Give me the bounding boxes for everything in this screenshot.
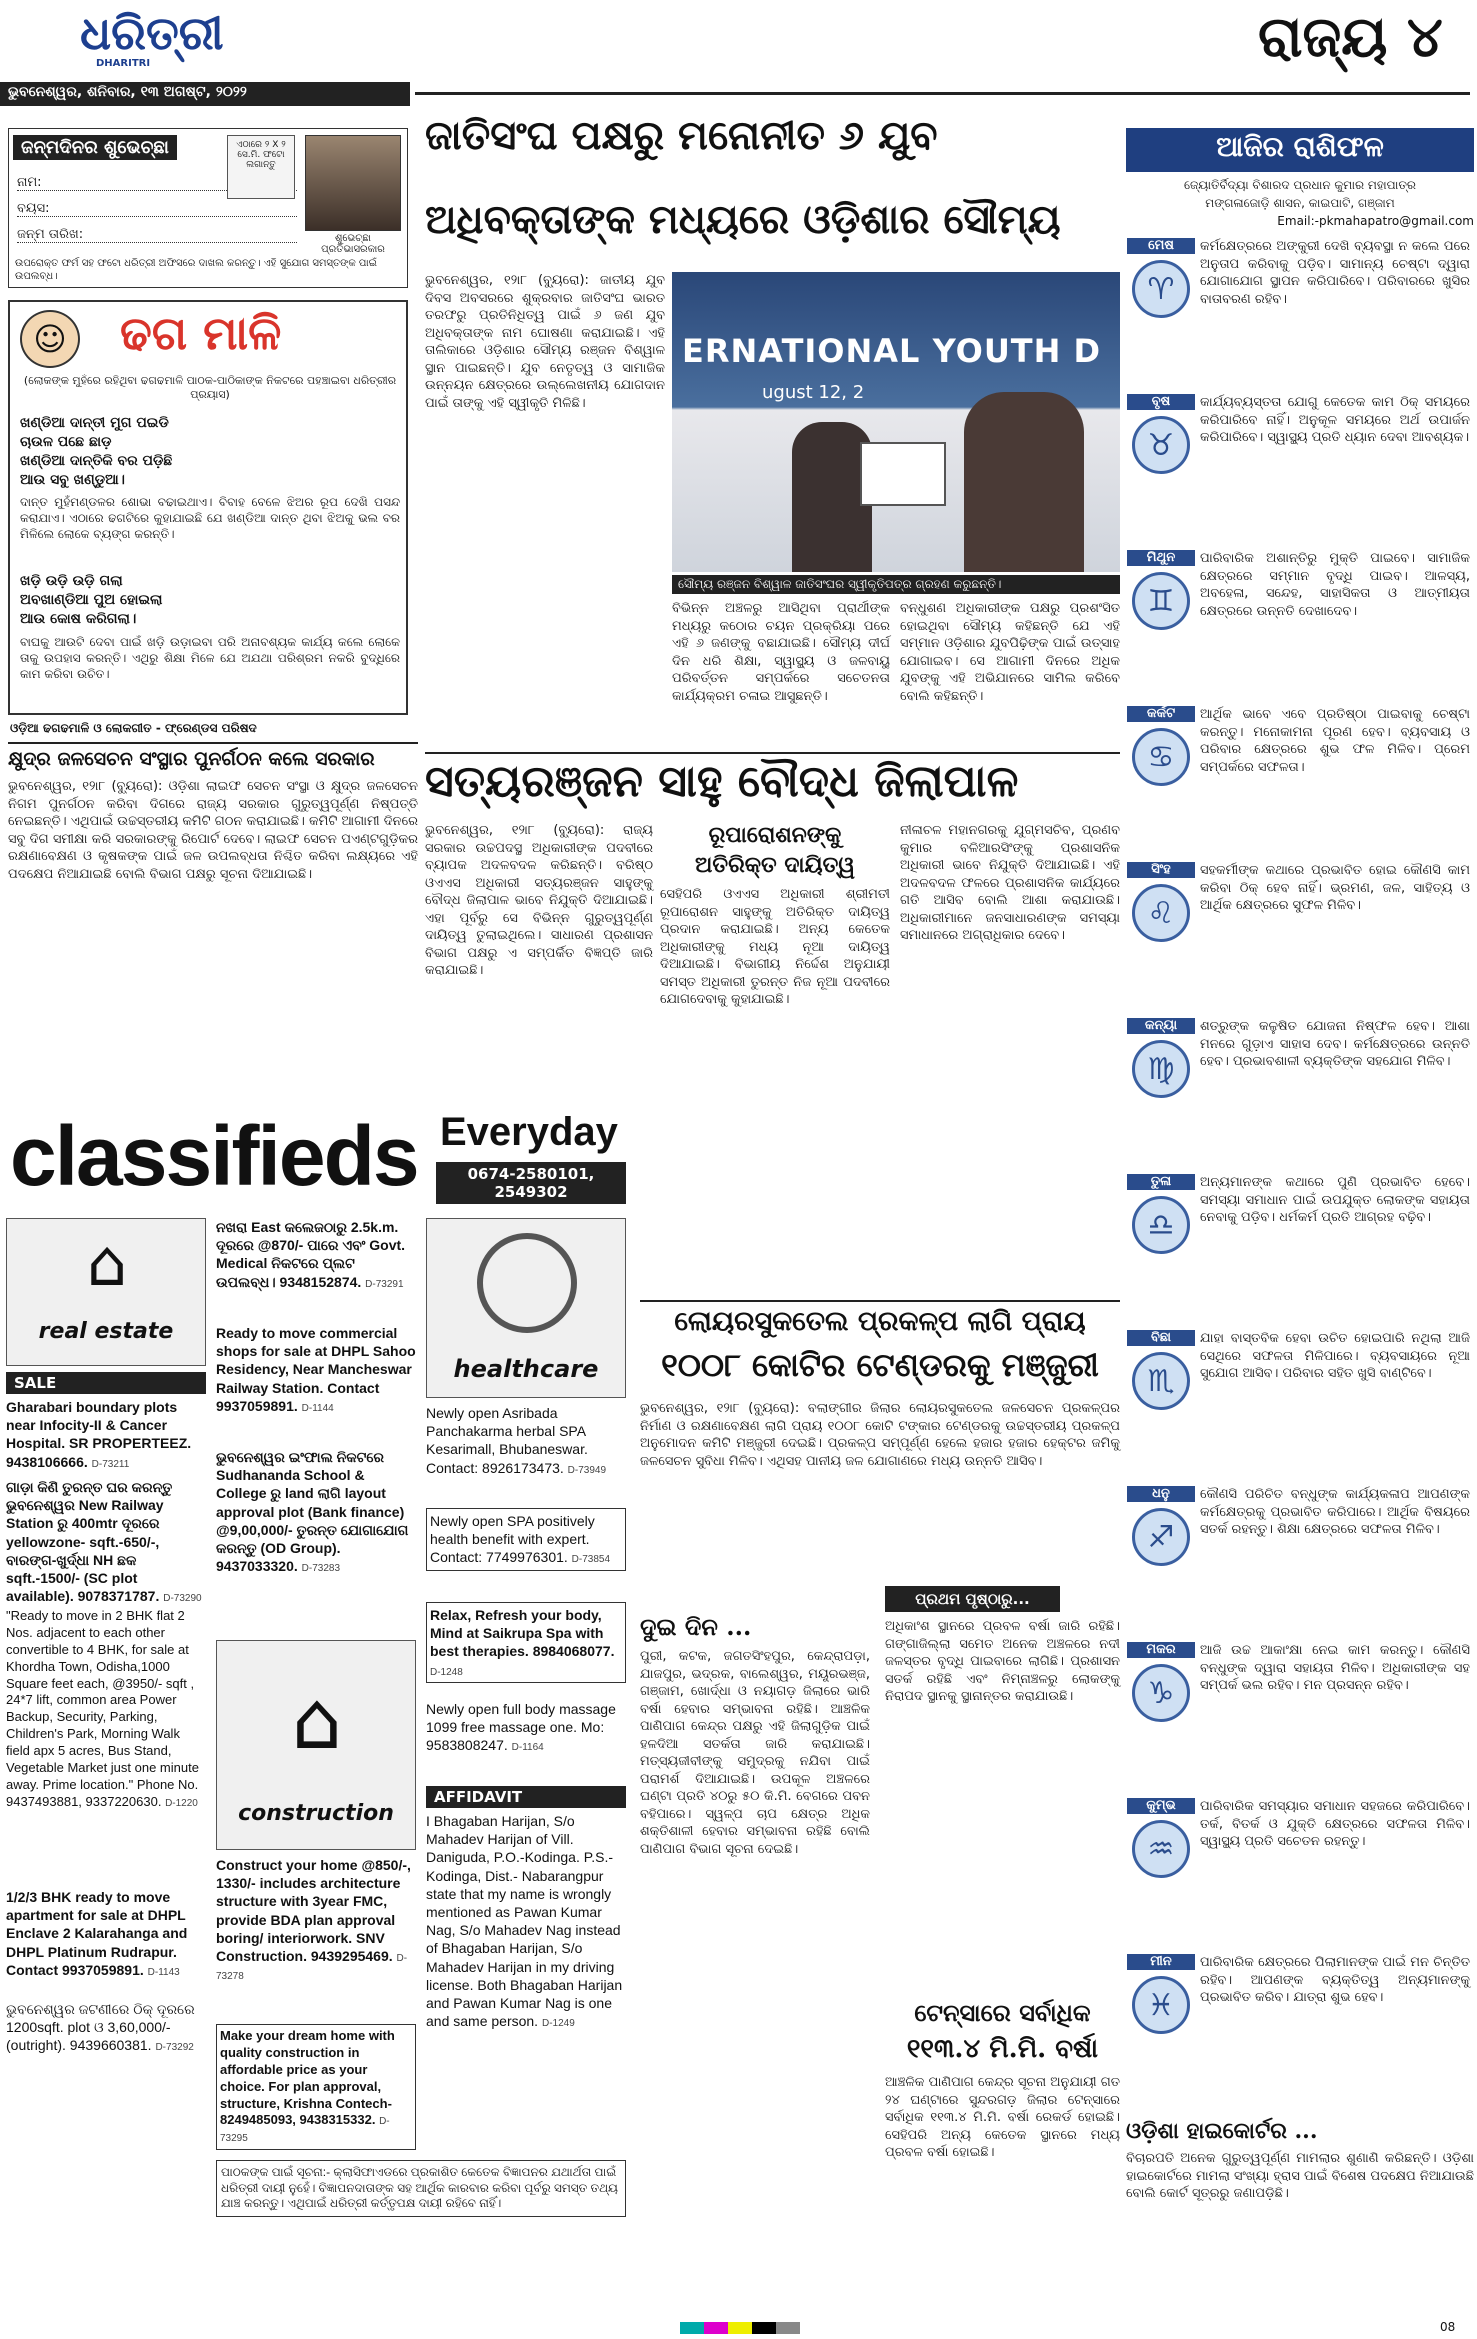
zodiac-icon: ♊ bbox=[1132, 572, 1190, 630]
ad-code: D-1220 bbox=[165, 1797, 198, 1809]
zodiac-prediction: ଯାହା ବାସ୍ତବିକ ହେବା ଉଚିତ ହୋଇପାରି ନଥିଲା ଆଜି ସେଥିରେ ସଫଳତା ମିଳିପାରେ। ବ୍ୟବସାୟରେ ନୂଆ ସୁଯୋଗ ଆସିବ। ପରିବାର ସହିତ ଖୁସି ବାଣ୍ଟିବେ। bbox=[1200, 1331, 1470, 1382]
divider bbox=[8, 742, 418, 744]
front-page-label: ପ୍ରଥମ ପୃଷ୍ଠାରୁ... bbox=[885, 1586, 1060, 1612]
birthday-field-name: ନାମ: bbox=[17, 175, 297, 191]
birthday-title: ଜନ୍ମଦିନର ଶୁଭେଚ୍ଛା bbox=[13, 135, 177, 160]
rashiphala-title: ଆଜିର ରାଶିଫଳ bbox=[1216, 130, 1384, 163]
collector-body-2: ସେହିପରି ଓଏଏସ ଅଧିକାରୀ ଶ୍ରୀମତୀ ରୂପାରୋଶନ ସାହୁଙ୍କୁ ଅତିରିକ୍ତ ଦାୟିତ୍ୱ ପ୍ରଦାନ କରାଯାଇଛି। ଅନ୍ୟ କେତେକ ଅଧିକାରୀଙ୍କୁ ମଧ୍ୟ ନୂଆ ଦାୟିତ୍ୱ ଦିଆଯାଇଛି। ବିଭାଗୀୟ ନିର୍ଦ୍ଦେଶ ଅନୁଯାୟୀ ସମସ୍ତ ଅଧିକାରୀ ତୁରନ୍ତ ନିଜ ନୂଆ ପଦବୀରେ ଯୋଗଦେବାକୁ କୁହାଯାଇଛି। bbox=[660, 887, 890, 1008]
ad-text: Construct your home @850/-, 1330/- includes architecture structure with 3year FMC, provide BDA plan approval boring/ interiorwork. SNV Construction. 9439295469. bbox=[216, 1857, 411, 1964]
zodiac-label: ମିଥୁନ bbox=[1127, 550, 1195, 566]
construction-graphic bbox=[216, 1640, 416, 1850]
zodiac-icon: ♈ bbox=[1132, 260, 1190, 318]
rashiphala-address: ମଙ୍ଗଳାଜୋଡ଼ି ଶାସନ, କାଇପାଟି, ଗଞ୍ଜାମ bbox=[1205, 196, 1395, 210]
ad-affidavit[interactable] bbox=[426, 1812, 626, 2030]
readers-notice: ପାଠକଙ୍କ ପାଇଁ ସୂଚନା:- କ୍ଲାସିଫାଏଡରେ ପ୍ରକାଶିତ କେତେକ ବିଜ୍ଞାପନର ଯଥାର୍ଥତା ପାଇଁ ଧରିତ୍ରୀ ଦାୟୀ ନୁହେଁ। ବିଜ୍ଞାପନଦାତାଙ୍କ ସହ ଆର୍ଥିକ କାରବାର କରିବା ପୂର୍ବରୁ ସମସ୍ତ ତଥ୍ୟ ଯାଞ୍ଚ କରନ୍ତୁ। ଏଥିପାଇଁ ଧରିତ୍ରୀ କର୍ତ୍ତୃପକ୍ଷ ଦାୟୀ ରହିବେ ନାହିଁ। bbox=[216, 2160, 626, 2217]
verse-line: ଖଡ଼ି ଉଡ଼ି ଉଡ଼ି ଗଲା bbox=[20, 573, 123, 589]
thagamali-subtitle: (ଲୋକଙ୍କ ମୁହଁରେ ରହିଥିବା ଢଗଢମାଳି ପାଠକ-ପାଠିକାଙ୍କ ନିକଟରେ ପହଞ୍ଚାଇବା ଧରିତ୍ରୀର ପ୍ରୟାସ) bbox=[23, 374, 397, 402]
ad-c2[interactable] bbox=[216, 1324, 416, 1415]
real-estate-label: real estate bbox=[38, 1319, 174, 1344]
zodiac-prediction: ଆର୍ଥିକ ଭାବେ ଏବେ ପ୍ରତିଷ୍ଠା ପାଇବାକୁ ଚେଷ୍ଟା କରନ୍ତୁ। ମନୋକାମନା ପୂରଣ ହେବ। ବ୍ୟବସାୟ ଓ ପରିବାର କ୍ଷେତ୍ରରେ ଶୁଭ ଫଳ ମିଳିବ। ପ୍ରେମ ସମ୍ପର୍କରେ ସଫଳତା। bbox=[1200, 707, 1470, 775]
collector-subhead-1: ରୂପାରୋଶନଙ୍କୁ bbox=[708, 822, 842, 848]
healthcare-label: healthcare bbox=[453, 1355, 599, 1383]
birthday-field-age: ବୟସ: bbox=[17, 201, 297, 217]
zodiac-icon: ♍ bbox=[1132, 1040, 1190, 1098]
ad-code: D-73295 bbox=[220, 2116, 390, 2145]
zodiac-icon: ♐ bbox=[1132, 1508, 1190, 1566]
collector-body-1: ଭୁବନେଶ୍ୱର, ୧୨ା୮ (ବ୍ୟୁରୋ): ରାଜ୍ୟ ସରକାର ଉଚ୍ଚପଦସ୍ଥ ଅଧିକାରୀଙ୍କ ପଦବୀରେ ବ୍ୟାପକ ଅଦଳବଦଳ କରିଛନ୍ତି। ବରିଷ୍ଠ ଓଏଏସ ଅଧିକାରୀ ସତ୍ୟରଞ୍ଜନ ସାହୁଙ୍କୁ ବୌଦ୍ଧ ଜିଲାପାଳ ଭାବେ ନିଯୁକ୍ତି ଦିଆଯାଇଛି। ଏହା ପୂର୍ବରୁ ସେ ବିଭିନ୍ନ ଗୁରୁତ୍ୱପୂର୍ଣ୍ଣ ଦାୟିତ୍ୱ ତୁଲାଇଥିଲେ। ସାଧାରଣ ପ୍ରଶାସନ ବିଭାଗ ପକ୍ଷରୁ ଏ ସମ୍ପର୍କିତ ବିଜ୍ଞପ୍ତି ଜାରି କରାଯାଇଛି। bbox=[425, 823, 653, 979]
color-marks bbox=[680, 2322, 800, 2334]
front-page-body: ଅଧିକାଂଶ ସ୍ଥାନରେ ପ୍ରବଳ ବର୍ଷା ଜାରି ରହିଛି। ଗଙ୍ଗାଜିଲ୍ଲା ସମେତ ଅନେକ ଅଞ୍ଚଳରେ ନଦୀ ଜଳସ୍ତର ବୃଦ୍ଧି ପାଇବାରେ ଲାଗିଛି। ପ୍ରଶାସନ ସତର୍କ ରହିଛି ଏବଂ ନିମ୍ନାଞ୍ଚଳରୁ ଲୋକଙ୍କୁ ନିରାପଦ ସ୍ଥାନକୁ ସ୍ଥାନାନ୍ତର କରାଯାଉଛି। bbox=[885, 1619, 1120, 1705]
thagamali-verse-2 bbox=[20, 572, 162, 629]
photo-certificate bbox=[860, 442, 946, 506]
birthday-photo bbox=[305, 135, 401, 231]
photo-placeholder bbox=[227, 135, 295, 199]
divider bbox=[425, 752, 1120, 754]
ad-code: D-1143 bbox=[147, 1966, 180, 1978]
top-story-headline-2: ଅଧିବକ୍ତାଙ୍କ ମଧ୍ୟରେ ଓଡ଼ିଶାର ସୌମ୍ୟ bbox=[425, 196, 1061, 243]
top-story-headline-1: ଜାତିସଂଘ ପକ୍ଷରୁ ମନୋନୀତ ୬ ଯୁବ bbox=[425, 112, 938, 159]
zodiac-prediction: ଅନ୍ୟମାନଙ୍କ କଥାରେ ପୁଣି ପ୍ରଭାବିତ ହେବେ। ସମସ୍ୟା ସମାଧାନ ପାଇଁ ଉପଯୁକ୍ତ ଲୋକଙ୍କ ସହାୟତା ନେବାକୁ ପଡ଼ିବ। ଧର୍ମକର୍ମ ପ୍ରତି ଆଗ୍ରହ ବଢ଼ିବ। bbox=[1200, 1175, 1470, 1226]
ad-text: Newly open full body massage 1099 free massage one. Mo: 9583808247. bbox=[426, 1701, 616, 1754]
zodiac-icon: ♌ bbox=[1132, 884, 1190, 942]
zodiac-label: କୁମ୍ଭ bbox=[1127, 1798, 1195, 1814]
zodiac-label: ବୃଷ bbox=[1127, 394, 1195, 410]
top-story-caption: ସୌମ୍ୟ ରଞ୍ଜନ ବିଶ୍ୱାଳ ଜାତିସଂଘର ସ୍ୱୀକୃତିପତ୍ର ଗ୍ରହଣ କରୁଛନ୍ତି। bbox=[672, 575, 1120, 594]
top-story-body-2: ବିଭିନ୍ନ ଅଞ୍ଚଳରୁ ଆସିଥିବା ପ୍ରାର୍ଥୀଙ୍କ ମଧ୍ୟରୁ କଠୋର ଚୟନ ପ୍ରକ୍ରିୟା ପରେ ଏହି ୬ ଜଣଙ୍କୁ ବଛାଯାଇଛି। ସୌମ୍ୟ ଦୀର୍ଘ ଦିନ ଧରି ଶିକ୍ଷା, ସ୍ୱାସ୍ଥ୍ୟ ଓ ଜଳବାୟୁ ପରିବର୍ତ୍ତନ ସମ୍ପର୍କରେ ସଚେତନତା କାର୍ଯ୍ୟକ୍ରମ ଚଳାଇ ଆସୁଛନ୍ତି। bbox=[672, 601, 890, 704]
roof-icon: ⌂ bbox=[291, 1674, 343, 1767]
story-left-headline: କ୍ଷୁଦ୍ର ଜଳସେଚନ ସଂସ୍ଥାର ପୁନର୍ଗଠନ କଲେ ସରକାର bbox=[8, 748, 375, 770]
ad-text: ଭୁବନେଶ୍ୱର ଜଟଣୀରେ ଠିକ୍ ଦୂରରେ 1200sqft. plot ଓ 3,60,000/- (outright). 9439660381. bbox=[6, 2001, 195, 2054]
verse-line: ଖଣ୍ଡିଆ ଦାନ୍ତିକି ବର ପଡ଼ିଛି bbox=[20, 452, 173, 469]
zodiac-icon: ♓ bbox=[1132, 1976, 1190, 2034]
ad-h3[interactable] bbox=[426, 1602, 626, 1683]
ad-code: D-73949 bbox=[567, 1464, 607, 1476]
ad-text: ନଖରା East କଲେଜଠାରୁ 2.5k.m. ଦୂରରେ @870/- ପାରେ ଏବଂ Govt. Medical ନିକଟରେ ପ୍ଲଟ ଉପଲବ୍ଧ। 9348152874. bbox=[216, 1219, 406, 1290]
divider bbox=[640, 1300, 1120, 1302]
tender-headline-1: ଲୋୟରସୁକତେଲ ପ୍ରକଳ୍ପ ଲାଗି ପ୍ରାୟ bbox=[674, 1306, 1086, 1337]
rain-headline-2: ୧୧୩.୪ ମି.ମି. ବର୍ଷା bbox=[906, 2034, 1099, 2064]
tender-headline-2: ୧୦୦୮ କୋଟିର ଟେଣ୍ଡରକୁ ମଞ୍ଜୁରୀ bbox=[661, 1346, 1099, 1384]
zodiac-label: ମୀନ bbox=[1127, 1954, 1195, 1970]
thagamali-credit: ଓଡ଼ିଆ ଢଗଢମାଳି ଓ ଲୋକଗୀତ - ଫ୍ରେଣ୍ଡସ ପରିଷଦ bbox=[10, 721, 257, 735]
thagamali-box bbox=[8, 300, 408, 715]
ad-code: D-73292 bbox=[155, 2042, 194, 2054]
zodiac-icon: ♎ bbox=[1132, 1196, 1190, 1254]
masthead-rule bbox=[415, 92, 1470, 95]
ad-text: ଭୁବନେଶ୍ୱର ଇଂଫାଲ ନିକଟରେ Sudhananda School & College ରୁ land ଲାଗି layout approval plot (Bank finance) @9,00,000/- ତୁରନ୍ତ ଯୋଗାଯୋଗ କରନ୍ତୁ (OD Group). 9437033320. bbox=[216, 1449, 409, 1575]
footer-code: 08 bbox=[1440, 2320, 1456, 2334]
ad-text: Gharabari boundary plots near Infocity-II & Cancer Hospital. SR PROPERTEEZ. 9438106666. bbox=[6, 1399, 192, 1470]
verse-line: ଆଉ ସବୁ ଖଣ୍ଡୁଆ। bbox=[20, 471, 125, 488]
rashiphala-author: ଜ୍ୟୋତିର୍ବିଦ୍ୟା ବିଶାରଦ ପ୍ରଧାନ କୁମାର ମହାପାତ୍ର bbox=[1184, 178, 1416, 192]
thagamali-title: ଢଗ ମାଳି bbox=[120, 306, 282, 360]
zodiac-icon: ♑ bbox=[1132, 1664, 1190, 1722]
healthcare-graphic bbox=[426, 1218, 626, 1398]
section-title bbox=[1258, 4, 1443, 71]
zodiac-prediction: ପାରିବାରିକ ଅଶାନ୍ତିରୁ ମୁକ୍ତି ପାଇବେ। ସାମାଜିକ କ୍ଷେତ୍ରରେ ସମ୍ମାନ ବୃଦ୍ଧି ପାଇବ। ଆଳସ୍ୟ, ଅବହେଳା, ସନ୍ଦେହ, ସାହାସିକତା ଓ ଆତ୍ମୀୟତା କ୍ଷେତ୍ରରେ ଉନ୍ନତି ଦେଖାଦେବ। bbox=[1200, 551, 1470, 619]
ad-code: D-73278 bbox=[216, 1952, 408, 1983]
ad-c5[interactable] bbox=[216, 2024, 416, 2150]
ad-re2[interactable] bbox=[6, 1478, 206, 1605]
ad-code: D-73283 bbox=[301, 1563, 341, 1575]
zodiac-label: କନ୍ୟା bbox=[1127, 1018, 1195, 1034]
thagamali-cartoon-icon: ☺ bbox=[20, 310, 80, 368]
ad-text: "Ready to move in 2 BHK flat 2 Nos. adjacent to each other convertible to 4 BHK, for sale at Khordha Town, Odisha,1000 Square feet each, @3950/- sqft , 24*7 lift, common area Power Backup, Security, Parking, Children's Park, Morning Walk field apx 5 acres, Bus Stand, Vegetable Market just one minute away. Prime location." Phone No. 9437493881, 9337220630. bbox=[6, 1608, 199, 1809]
zodiac-icon: ♏ bbox=[1132, 1352, 1190, 1410]
rashiphala-header bbox=[1126, 128, 1474, 172]
zodiac-label: ଧନୁ bbox=[1127, 1486, 1195, 1502]
classifieds-phones: 0674-2580101, 2549302 bbox=[436, 1162, 626, 1204]
zodiac-prediction: ଆଜି ଉଚ୍ଚ ଆକାଂକ୍ଷା ନେଇ କାମ କରନ୍ତୁ। କୌଣସି ବନ୍ଧୁଙ୍କ ଦ୍ୱାରା ସହାୟତା ମିଳିବ। ଅଧିକାରୀଙ୍କ ସହ ସମ୍ପର୍କ ଭଲ ରହିବ। ମନ ପ୍ରସନ୍ନ ରହିବ। bbox=[1200, 1643, 1470, 1694]
zodiac-prediction: ଶତ୍ରୁଙ୍କ କଳୁଷିତ ଯୋଜନା ନିଷ୍ଫଳ ହେବ। ଆଶା ମନରେ ଗୁଡ଼ାଏ ସାହାସ ଦେବ। କର୍ମକ୍ଷେତ୍ରରେ ଉନ୍ନତି ହେବ। ପ୍ରଭାବଶାଳୀ ବ୍ୟକ୍ତିଙ୍କ ସହଯୋଗ ମିଳିବ। bbox=[1200, 1019, 1470, 1070]
highcourt-body: ବିଚାରପତି ଅନେକ ଗୁରୁତ୍ୱପୂର୍ଣ୍ଣ ମାମଲାର ଶୁଣାଣି କରିଛନ୍ତି। ଓଡ଼ିଶା ହାଇକୋର୍ଟରେ ମାମଲା ସଂଖ୍ୟା ହ୍ରାସ ପାଇଁ ବିଶେଷ ପଦକ୍ଷେପ ନିଆଯାଉଛି ବୋଲି କୋର୍ଟ ସୂତ୍ରରୁ ଜଣାପଡ଼ିଛି। bbox=[1126, 2151, 1474, 2202]
birthday-caption: ଶୁଭେଚ୍ଛା ପ୍ରତିଭାସରକାର bbox=[321, 233, 385, 255]
collector-headline: ସତ୍ୟରଞ୍ଜନ ସାହୁ ବୌଦ୍ଧ ଜିଲାପାଳ bbox=[425, 756, 1019, 807]
rain-headline-1: ଟେନ୍ସାରେ ସର୍ବାଧିକ bbox=[914, 1998, 1091, 2027]
ad-re3[interactable] bbox=[6, 1608, 206, 1811]
zodiac-label: କର୍କଟ bbox=[1127, 706, 1195, 722]
photo-person-right bbox=[964, 392, 1084, 572]
photo-banner-text: ERNATIONAL YOUTH D bbox=[682, 332, 1102, 370]
collector-body-3: ନୀଳାଚଳ ମହାନଗରକୁ ଯୁଗ୍ମସଚିବ, ପ୍ରଣବ କୁମାର ବଳିଆରସିଂଙ୍କୁ ପ୍ରଶାସନିକ ଅଧିକାରୀ ଭାବେ ନିଯୁକ୍ତି ଦିଆଯାଇଛି। ଏହି ଅଦଳବଦଳ ଫଳରେ ପ୍ରଶାସନିକ କାର୍ଯ୍ୟରେ ଗତି ଆସିବ ବୋଲି ଆଶା କରାଯାଉଛି। ଅଧିକାରୀମାନେ ଜନସାଧାରଣଙ୍କ ସମସ୍ୟା ସମାଧାନରେ ଅଗ୍ରାଧିକାର ଦେବେ। bbox=[900, 823, 1120, 944]
ad-text: Newly open Asribada Panchakarma herbal SPA Kesarimall, Bhubaneswar. Contact: 8926173473. bbox=[426, 1405, 588, 1476]
construction-label: construction bbox=[238, 1801, 394, 1826]
zodiac-icon: ♋ bbox=[1132, 728, 1190, 786]
zodiac-icon: ♒ bbox=[1132, 1820, 1190, 1878]
tender-body: ଭୁବନେଶ୍ୱର, ୧୨ା୮ (ବ୍ୟୁରୋ): ବଲାଙ୍ଗୀର ଜିଲାର ଲୋୟରସୁକତେଲ ଜଳସେଚନ ପ୍ରକଳ୍ପର ନିର୍ମାଣ ଓ ରକ୍ଷଣାବେକ୍ଷଣ ଲାଗି ପ୍ରାୟ ୧୦୦୮ କୋଟି ଟଙ୍କାର ଟେଣ୍ଡରକୁ ଉଚ୍ଚସ୍ତରୀୟ ପ୍ରକଳ୍ପ ଅନୁମୋଦନ କମିଟି ମଞ୍ଜୁରୀ ଦେଇଛି। ପ୍ରକଳ୍ପ ସମ୍ପୂର୍ଣ୍ଣ ହେଲେ ହଜାର ହଜାର ହେକ୍ଟର ଜମିକୁ ଜଳସେଚନ ସୁବିଧା ମିଳିବ। ଏଥିସହ ପାନୀୟ ଜଳ ଯୋଗାଣରେ ମଧ୍ୟ ଉନ୍ନତି ଆସିବ। bbox=[640, 1401, 1120, 1469]
zodiac-label: ସିଂହ bbox=[1127, 862, 1195, 878]
ad-text: Make your dream home with quality construction in affordable price as your choice. For plan approval, structure, Krishna Contech- 8249485093, 9438315332. bbox=[220, 2028, 395, 2128]
zodiac-label: ମେଷ bbox=[1127, 238, 1195, 254]
ad-c1[interactable] bbox=[216, 1218, 416, 1291]
ad-re4[interactable] bbox=[6, 1888, 206, 1979]
dateline-bar bbox=[0, 82, 410, 106]
ad-c4[interactable] bbox=[216, 1856, 416, 1983]
sale-label: SALE bbox=[6, 1372, 206, 1394]
photo-date-text: ugust 12, 2 bbox=[762, 382, 865, 403]
two-days-headline: ଦୁଇ ଦିନ ... bbox=[640, 1612, 752, 1641]
section-label: ରାଜ୍ୟ bbox=[1258, 4, 1388, 70]
ad-text: 1/2/3 BHK ready to move apartment for sale at DHPL Enclave 2 Kalarahanga and DHPL Platinum Rudrapur. Contact 9937059891. bbox=[6, 1889, 188, 1978]
real-estate-graphic bbox=[6, 1218, 206, 1366]
top-story-body-1: ଭୁବନେଶ୍ୱର, ୧୨ା୮ (ବ୍ୟୁରୋ): ଜାତୀୟ ଯୁବ ଦିବସ ଅବସରରେ ଶୁକ୍ରବାର ଜାତିସଂଘ ଭାରତ ତରଫରୁ ପ୍ରତିନିଧିତ୍ୱ ପାଇଁ ୬ ଜଣ ଯୁବ ଅଧିବକ୍ତାଙ୍କ ନାମ ଘୋଷଣା କରାଯାଇଛି। ଏହି ତାଲିକାରେ ଓଡ଼ିଶାର ସୌମ୍ୟ ରଞ୍ଜନ ବିଶ୍ୱାଳ ସ୍ଥାନ ପାଇଛନ୍ତି। ଯୁବ ନେତୃତ୍ୱ ଓ ସାମାଜିକ ଉନ୍ନୟନ କ୍ଷେତ୍ରରେ ଉଲ୍ଲେଖନୀୟ ଯୋଗଦାନ ପାଇଁ ତାଙ୍କୁ ଏହି ସ୍ୱୀକୃତି ମିଳିଛି। bbox=[425, 273, 665, 411]
zodiac-prediction: ପାରିବାରିକ ସମସ୍ୟାର ସମାଧାନ ସହଜରେ କରିପାରିବେ। ତର୍କ, ବିତର୍କ ଓ ଯୁକ୍ତି କ୍ଷେତ୍ରରେ ସଫଳତା ମିଳିବ। ସ୍ୱାସ୍ଥ୍ୟ ପ୍ରତି ସଚେତନ ରହନ୍ତୁ। bbox=[1200, 1799, 1470, 1850]
zodiac-label: ମକର bbox=[1127, 1642, 1195, 1658]
zodiac-prediction: ପାରିବାରିକ କ୍ଷେତ୍ରରେ ପିଲାମାନଙ୍କ ପାଇଁ ମନ ଚିନ୍ତିତ ରହିବ। ଆପଣଙ୍କ ବ୍ୟକ୍ତିତ୍ୱ ଅନ୍ୟମାନଙ୍କୁ ପ୍ରଭାବିତ କରିବ। ଯାତ୍ରା ଶୁଭ ହେବ। bbox=[1200, 1955, 1470, 2006]
verse-line: ଆଉ କୋଷ କରିଗଲା। bbox=[20, 610, 137, 627]
zodiac-prediction: କାର୍ଯ୍ୟବ୍ୟସ୍ତତା ଯୋଗୁ କେତେକ କାମ ଠିକ୍ ସମୟରେ କରିପାରିବେ ନାହିଁ। ଅନୁକୂଳ ସମୟରେ ଅର୍ଥ ଉପାର୍ଜନ କରିପାରିବେ। ସ୍ୱାସ୍ଥ୍ୟ ପ୍ରତି ଧ୍ୟାନ ଦେବା ଆବଶ୍ୟକ। bbox=[1200, 395, 1470, 446]
page-number: ୪ bbox=[1406, 4, 1443, 70]
house-icon: ⌂ bbox=[86, 1227, 128, 1301]
thagamali-explanation-1: ଦାନ୍ତ ମୁହଁମଣ୍ଡଳର ଶୋଭା ବଢାଇଥାଏ। ବିବାହ ବେଳେ ଝିଅର ରୂପ ଦେଖି ପସନ୍ଦ କରାଯାଏ। ଏଠାରେ ଢଗଟିରେ କୁହାଯାଇଛି ଯେ ଖଣ୍ଡିଆ ଦାନ୍ତ ଥିବା ଝିଅକୁ ଭଲ ବର ମିଳିଲେ ଲୋକେ ବ୍ୟଙ୍ଗ କରନ୍ତି। bbox=[20, 495, 400, 542]
birthday-note: ଉପରୋକ୍ତ ଫର୍ମ ସହ ଫଟୋ ଧରିତ୍ରୀ ଅଫିସରେ ଦାଖଲ କରନ୍ତୁ। ଏହି ସୁଯୋଗ ସମସ୍ତଙ୍କ ପାଇଁ ଉପଲବ୍ଧ। bbox=[15, 258, 378, 282]
story-left-body: ଭୁବନେଶ୍ୱର, ୧୨ା୮ (ବ୍ୟୁରୋ): ଓଡ଼ିଶା ଲାଇଫ ସେଚନ ସଂସ୍ଥା ଓ କ୍ଷୁଦ୍ର ଜଳସେଚନ ନିଗମ ପୁନର୍ଗଠନ କରିବା ଦିଗରେ ରାଜ୍ୟ ସରକାର ଗୁରୁତ୍ୱପୂର୍ଣ୍ଣ ନିଷ୍ପତ୍ତି ନେଇଛନ୍ତି। ଏଥିପାଇଁ ଉଚ୍ଚସ୍ତରୀୟ କମିଟି ଗଠନ କରାଯାଇଛି। କମିଟି ଆଗାମୀ ଦିନରେ ସବୁ ଦିଗ ସମୀକ୍ଷା କରି ସରକାରଙ୍କୁ ରିପୋର୍ଟ ଦେବେ। ଲାଇଫ ସେଚନ ପଏଣ୍ଟଗୁଡ଼ିକର ରକ୍ଷଣାବେକ୍ଷଣ ଓ କୃଷକଙ୍କ ପାଇଁ ଜଳ ଉପଲବ୍ଧତା ନିଶ୍ଚିତ କରିବା ଲକ୍ଷ୍ୟରେ ଏହି ପଦକ୍ଷେପ ନିଆଯାଇଛି ବୋଲି ବିଭାଗ ପକ୍ଷରୁ ସୂଚନା ଦିଆଯାଇଛି। bbox=[8, 779, 418, 882]
ad-code: D-1248 bbox=[430, 1666, 463, 1678]
rashiphala-email: Email:-pkmahapatro@gmail.com bbox=[1277, 214, 1474, 228]
ad-code: D-1249 bbox=[541, 2018, 575, 2030]
verse-line: ଅବଖାଣ୍ଡିଆ ପୁଅ ହୋଇଲା bbox=[20, 591, 163, 608]
ad-h2[interactable] bbox=[426, 1508, 626, 1571]
ad-h4[interactable] bbox=[426, 1700, 626, 1755]
zodiac-prediction: କୌଣସି ପରିଚିତ ବନ୍ଧୁଙ୍କ କାର୍ଯ୍ୟକଳାପ ଆପଣଙ୍କ କର୍ମକ୍ଷେତ୍ରକୁ ପ୍ରଭାବିତ କରିପାରେ। ଆର୍ଥିକ ବିଷୟରେ ସତର୍କ ରହନ୍ତୁ। ଶିକ୍ଷା କ୍ଷେତ୍ରରେ ସଫଳତା ମିଳିବ। bbox=[1200, 1487, 1470, 1538]
zodiac-prediction: କର୍ମକ୍ଷେତ୍ରରେ ଅଙ୍କୁରୀ ଦେଖି ବ୍ୟବସ୍ଥା ନ କଲେ ପରେ ଅନୁତାପ କରିବାକୁ ପଡ଼ିବ। ସାମାନ୍ୟ ଚେଷ୍ଟା ଦ୍ୱାରା ଯୋଗାଯୋଗ ସ୍ଥାପନ କରିପାରିବେ। ପରିବାରରେ ଖୁସିର ବାତାବରଣ ରହିବ। bbox=[1200, 239, 1470, 307]
rain-body: ଆଞ୍ଚଳିକ ପାଣିପାଗ କେନ୍ଦ୍ର ସୂଚନା ଅନୁଯାୟୀ ଗତ ୨୪ ଘଣ୍ଟାରେ ସୁନ୍ଦରଗଡ଼ ଜିଲାର ଟେନ୍ସାରେ ସର୍ବାଧିକ ୧୧୩.୪ ମି.ମି. ବର୍ଷା ରେକର୍ଡ ହୋଇଛି। ସେହିପରି ଅନ୍ୟ କେତେକ ସ୍ଥାନରେ ମଧ୍ୟ ପ୍ରବଳ ବର୍ଷା ହୋଇଛି। bbox=[885, 2075, 1120, 2161]
ad-code: D-1164 bbox=[511, 1742, 544, 1754]
zodiac-label: ତୁଳା bbox=[1127, 1174, 1195, 1190]
ad-c3[interactable] bbox=[216, 1448, 416, 1575]
stethoscope-icon bbox=[477, 1233, 577, 1333]
zodiac-prediction: ସହକର୍ମୀଙ୍କ କଥାରେ ପ୍ରଭାବିତ ହୋଇ କୌଣସି କାମ କରିବା ଠିକ୍ ହେବ ନାହିଁ। ଭ୍ରମଣ, ଜଳ, ସାହିତ୍ୟ ଓ ଆର୍ଥିକ କ୍ଷେତ୍ରରେ ସୁଫଳ ମିଳିବ। bbox=[1200, 863, 1470, 914]
highcourt-headline: ଓଡ଼ିଶା ହାଇକୋର୍ଟର ... bbox=[1126, 2118, 1318, 2144]
thagamali-explanation-2: ବାଘକୁ ଆଉଟି ଦେବା ପାଇଁ ଖଡ଼ି ଉଡ଼ାଇବା ପରି ଅନାବଶ୍ୟକ କାର୍ଯ୍ୟ କଲେ ଲୋକେ ତାକୁ ଉପହାସ କରନ୍ତି। ଏଥିରୁ ଶିକ୍ଷା ମିଳେ ଯେ ଅଯଥା ପରିଶ୍ରମ ନକରି ବୁଦ୍ଧିରେ କାମ କରିବା ଉଚିତ। bbox=[20, 635, 400, 682]
verse-line: ଚାଉଳ ପଛେ ଛାଡ଼ bbox=[20, 433, 112, 450]
birthday-box bbox=[8, 128, 408, 288]
thagamali-verse-1 bbox=[20, 414, 172, 490]
zodiac-label: ବିଛା bbox=[1127, 1330, 1195, 1346]
ad-code: D-73211 bbox=[91, 1458, 130, 1470]
ad-code: D-73291 bbox=[365, 1278, 404, 1290]
masthead-logo-sub: DHARITRI bbox=[96, 58, 151, 69]
top-story-photo bbox=[672, 272, 1120, 572]
ad-text: Relax, Refresh your body, Mind at Saikrupa Spa with best therapies. 8984068077. bbox=[430, 1607, 615, 1660]
classifieds-header bbox=[0, 1108, 630, 1208]
photo-note: ଏଠାରେ ୨ X ୨ ସେ.ମି. ଫଟୋ ଲଗାନ୍ତୁ bbox=[236, 140, 286, 170]
ad-text: Ready to move commercial shops for sale at DHPL Sahoo Residency, Near Mancheswar Railway Station. Contact 9937059891. bbox=[216, 1325, 416, 1414]
footer-bar bbox=[0, 2318, 1477, 2339]
verse-line: ଖଣ୍ଡିଆ ଦାନ୍ତୀ ମୁଗ ପଇଡି bbox=[20, 415, 169, 431]
ad-code: D-73290 bbox=[163, 1593, 202, 1605]
masthead bbox=[0, 0, 1477, 82]
top-story-body-3: ବନ୍ଧୁଶଣ ଅଧିକାରୀଙ୍କ ପକ୍ଷରୁ ପ୍ରଶଂସିତ ହୋଇଥିବା ସୌମ୍ୟ କହିଛନ୍ତି ଯେ ଏହି ସମ୍ମାନ ଓଡ଼ିଶାର ଯୁବପିଢ଼ିଙ୍କ ପାଇଁ ଉତ୍ସାହ ଯୋଗାଇବ। ସେ ଆଗାମୀ ଦିନରେ ଅଧିକ ଯୁବଙ୍କୁ ଏହି ଅଭିଯାନରେ ସାମିଲ କରିବେ ବୋଲି କହିଛନ୍ତି। bbox=[900, 601, 1120, 704]
dateline: ଭୁବନେଶ୍ୱର, ଶନିବାର, ୧୩ ଅଗଷ୍ଟ, ୨୦୨୨ bbox=[8, 84, 247, 100]
ad-re5[interactable] bbox=[6, 2000, 206, 2055]
zodiac-icon: ♉ bbox=[1132, 416, 1190, 474]
ad-text: Newly open SPA positively health benefit with expert. Contact: 7749976301. bbox=[430, 1513, 595, 1566]
ad-re1[interactable] bbox=[6, 1398, 206, 1471]
masthead-logo: ଧରିତ୍ରୀ bbox=[80, 6, 224, 60]
birthday-field-dob: ଜନ୍ମ ତାରିଖ: bbox=[17, 227, 297, 243]
ad-code: D-73854 bbox=[571, 1554, 611, 1566]
ad-text: I Bhagaban Harijan, S/o Mahadev Harijan of Vill. Daniguda, P.O.-Kodinga. P.S.- Kodinga, Dist.- Nabarangpur state that my name is wrongly mentioned as Pawan Kumar Nag, S/o Mahadev Nag instead of Bhagaban Harijan, S/o Mahadev Harijan in my driving license. Both Bhagaban Harijan and Pawan Kumar Nag is one and same person. bbox=[426, 1813, 623, 2030]
ad-h1[interactable] bbox=[426, 1404, 626, 1477]
classifieds-everyday: Everyday bbox=[440, 1110, 618, 1154]
two-days-body: ପୁରୀ, କଟକ, ଜଗତସିଂହପୁର, କେନ୍ଦ୍ରାପଡ଼ା, ଯାଜପୁର, ଭଦ୍ରକ, ବାଲେଶ୍ୱର, ମୟୂରଭଞ୍ଜ, ଗଞ୍ଜାମ, ଖୋର୍ଦ୍ଧା ଓ ନୟାଗଡ଼ ଜିଲାରେ ଭାରି ବର୍ଷା ହେବାର ସମ୍ଭାବନା ରହିଛି। ଆଞ୍ଚଳିକ ପାଣିପାଗ କେନ୍ଦ୍ର ପକ୍ଷରୁ ଏହି ଜିଲାଗୁଡ଼ିକ ପାଇଁ ହଳଦିଆ ସତର୍କତା ଜାରି କରାଯାଇଛି। ମତ୍ସ୍ୟଜୀବୀଙ୍କୁ ସମୁଦ୍ରକୁ ନଯିବା ପାଇଁ ପରାମର୍ଶ ଦିଆଯାଇଛି। ଉପକୂଳ ଅଞ୍ଚଳରେ ଘଣ୍ଟା ପ୍ରତି ୪୦ରୁ ୫୦ କି.ମି. ବେଗରେ ପବନ ବହିପାରେ। ସ୍ୱଳ୍ପ ଚାପ କ୍ଷେତ୍ର ଅଧିକ ଶକ୍ତିଶାଳୀ ହେବାର ସମ୍ଭାବନା ରହିଛି ବୋଲି ପାଣିପାଗ ବିଭାଗ ସୂଚନା ଦେଇଛି। bbox=[640, 1649, 870, 1858]
ad-code: D-1144 bbox=[301, 1402, 334, 1414]
collector-subhead-2: ଅତିରିକ୍ତ ଦାୟିତ୍ୱ bbox=[695, 852, 855, 878]
ad-text: ଗାଡ଼ା କିଣି ତୁରନ୍ତ ଘର କରନ୍ତୁ ଭୁବନେଶ୍ୱର New Railway Station ରୁ 400mtr ଦୂରରେ yellowzone- sqft.-650/-, ବାରଙ୍ଗ-ଖୁର୍ଦ୍ଧା NH ଛକ sqft.-1500/- (SC plot available). 9078371787. bbox=[6, 1479, 173, 1605]
classifieds-title: classifieds bbox=[10, 1109, 418, 1203]
affidavit-label: AFFIDAVIT bbox=[426, 1786, 626, 1808]
